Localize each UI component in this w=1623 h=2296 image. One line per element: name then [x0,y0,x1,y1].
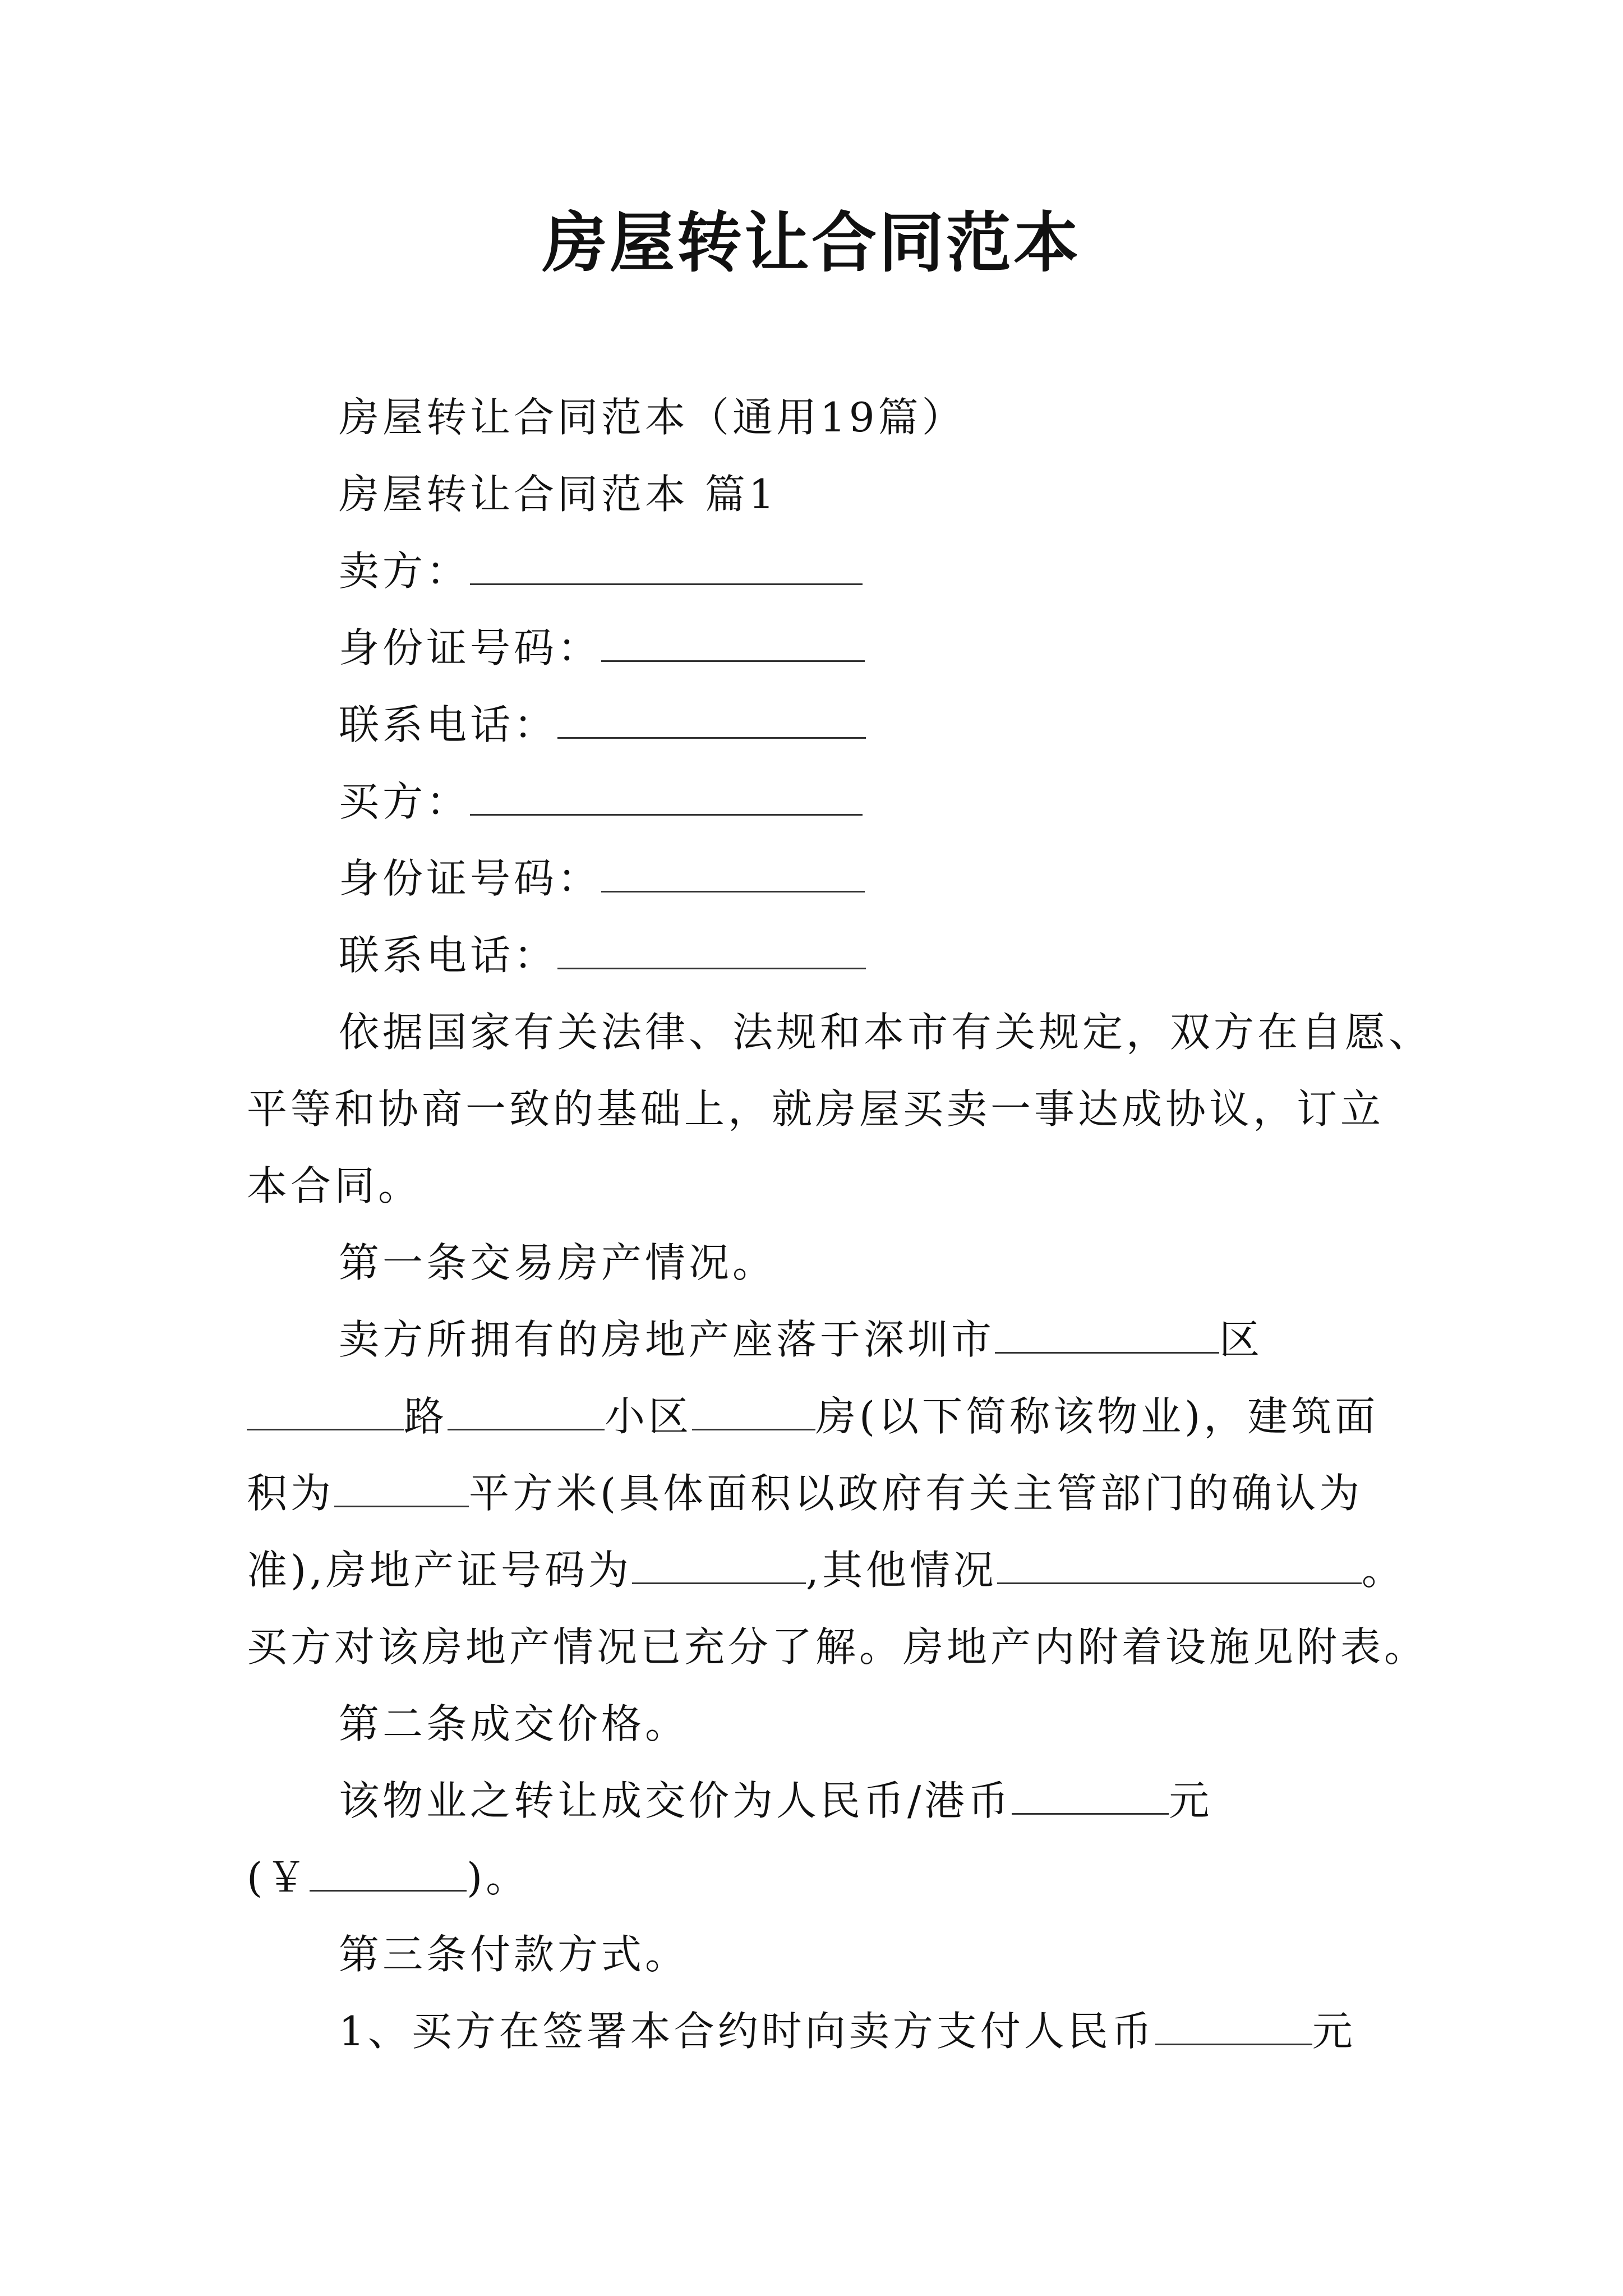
article-1-line-4: 准),房地产证号码为 ,其他情况 。 [247,1547,1405,1594]
seller-phone-line: 联系电话： [247,687,1377,763]
subtitle-line: 房屋转让合同范本（通用19篇） [339,394,966,441]
buyer-phone-blank [557,932,866,969]
buyer-id-blank [601,855,865,892]
buyer-line: 买方： [247,763,1377,840]
article-1-line-1: 卖方所拥有的房地产座落于深圳市 区 [339,1316,1264,1363]
buyer-blank [470,778,863,816]
seller-id-blank [601,624,865,662]
article-3-heading: 第三条付款方式。 [339,1931,689,1978]
article-1-line-3: 积为 平方米(具体面积以政府有关主管部门的确认为 [247,1470,1363,1517]
article-3-line-1: 1、买方在签署本合约时向卖方支付人民币 元 [339,2008,1356,2055]
seller-id-line: 身份证号码： [247,610,1377,687]
area-blank [334,1470,469,1507]
seller-line: 卖方： [247,533,1377,610]
price-blank [1012,1777,1169,1815]
article-2-line-2: (￥ )。 [247,1854,530,1901]
buyer-phone-line: 联系电话： [247,917,1377,994]
other-info-blank [997,1547,1362,1584]
district-blank [995,1316,1219,1354]
cert-number-blank [632,1547,806,1584]
road-blank [247,1393,404,1430]
seller-phone-blank [557,701,866,739]
document-body [247,379,1433,2070]
article-1-heading: 第一条交易房产情况。 [339,1239,777,1286]
intro-line-3: 本合同。 [247,1162,422,1209]
estate-blank [448,1393,605,1430]
section-heading: 房屋转让合同范本 篇1 [339,471,778,518]
price-figure-blank [310,1854,467,1892]
intro-line-1: 依据国家有关法律、法规和本市有关规定，双方在自愿、 [339,1009,1433,1056]
intro-line-2: 平等和协商一致的基础上，就房屋买卖一事达成协议，订立 [247,1085,1385,1133]
article-1-line-5: 买方对该房地产情况已充分了解。房地产内附着设施见附表。 [247,1623,1428,1671]
article-2-heading: 第二条成交价格。 [339,1700,689,1747]
article-2-line-1: 该物业之转让成交价为人民币/港币 元 [339,1777,1213,1824]
deposit-blank [1155,2008,1312,2045]
seller-blank [470,547,863,585]
buyer-id-line: 身份证号码： [247,840,1377,917]
document-title: 房屋转让合同范本 [542,205,1081,281]
article-1-line-2: 路 小区 房(以下简称该物业)，建筑面 [247,1378,1377,1455]
room-blank [692,1393,815,1430]
